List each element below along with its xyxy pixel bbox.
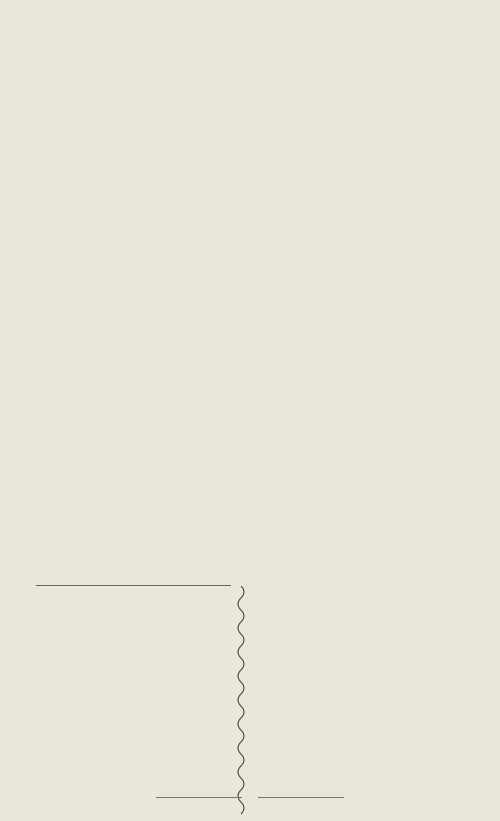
page-number-right-rule <box>258 797 344 798</box>
haiku-poem-block <box>36 585 231 816</box>
page-number <box>0 790 500 803</box>
poem-author-title <box>205 586 231 816</box>
wavy-border-icon <box>235 586 247 821</box>
top-catalogue-section <box>28 10 478 390</box>
page-number-left-rule <box>156 797 242 798</box>
